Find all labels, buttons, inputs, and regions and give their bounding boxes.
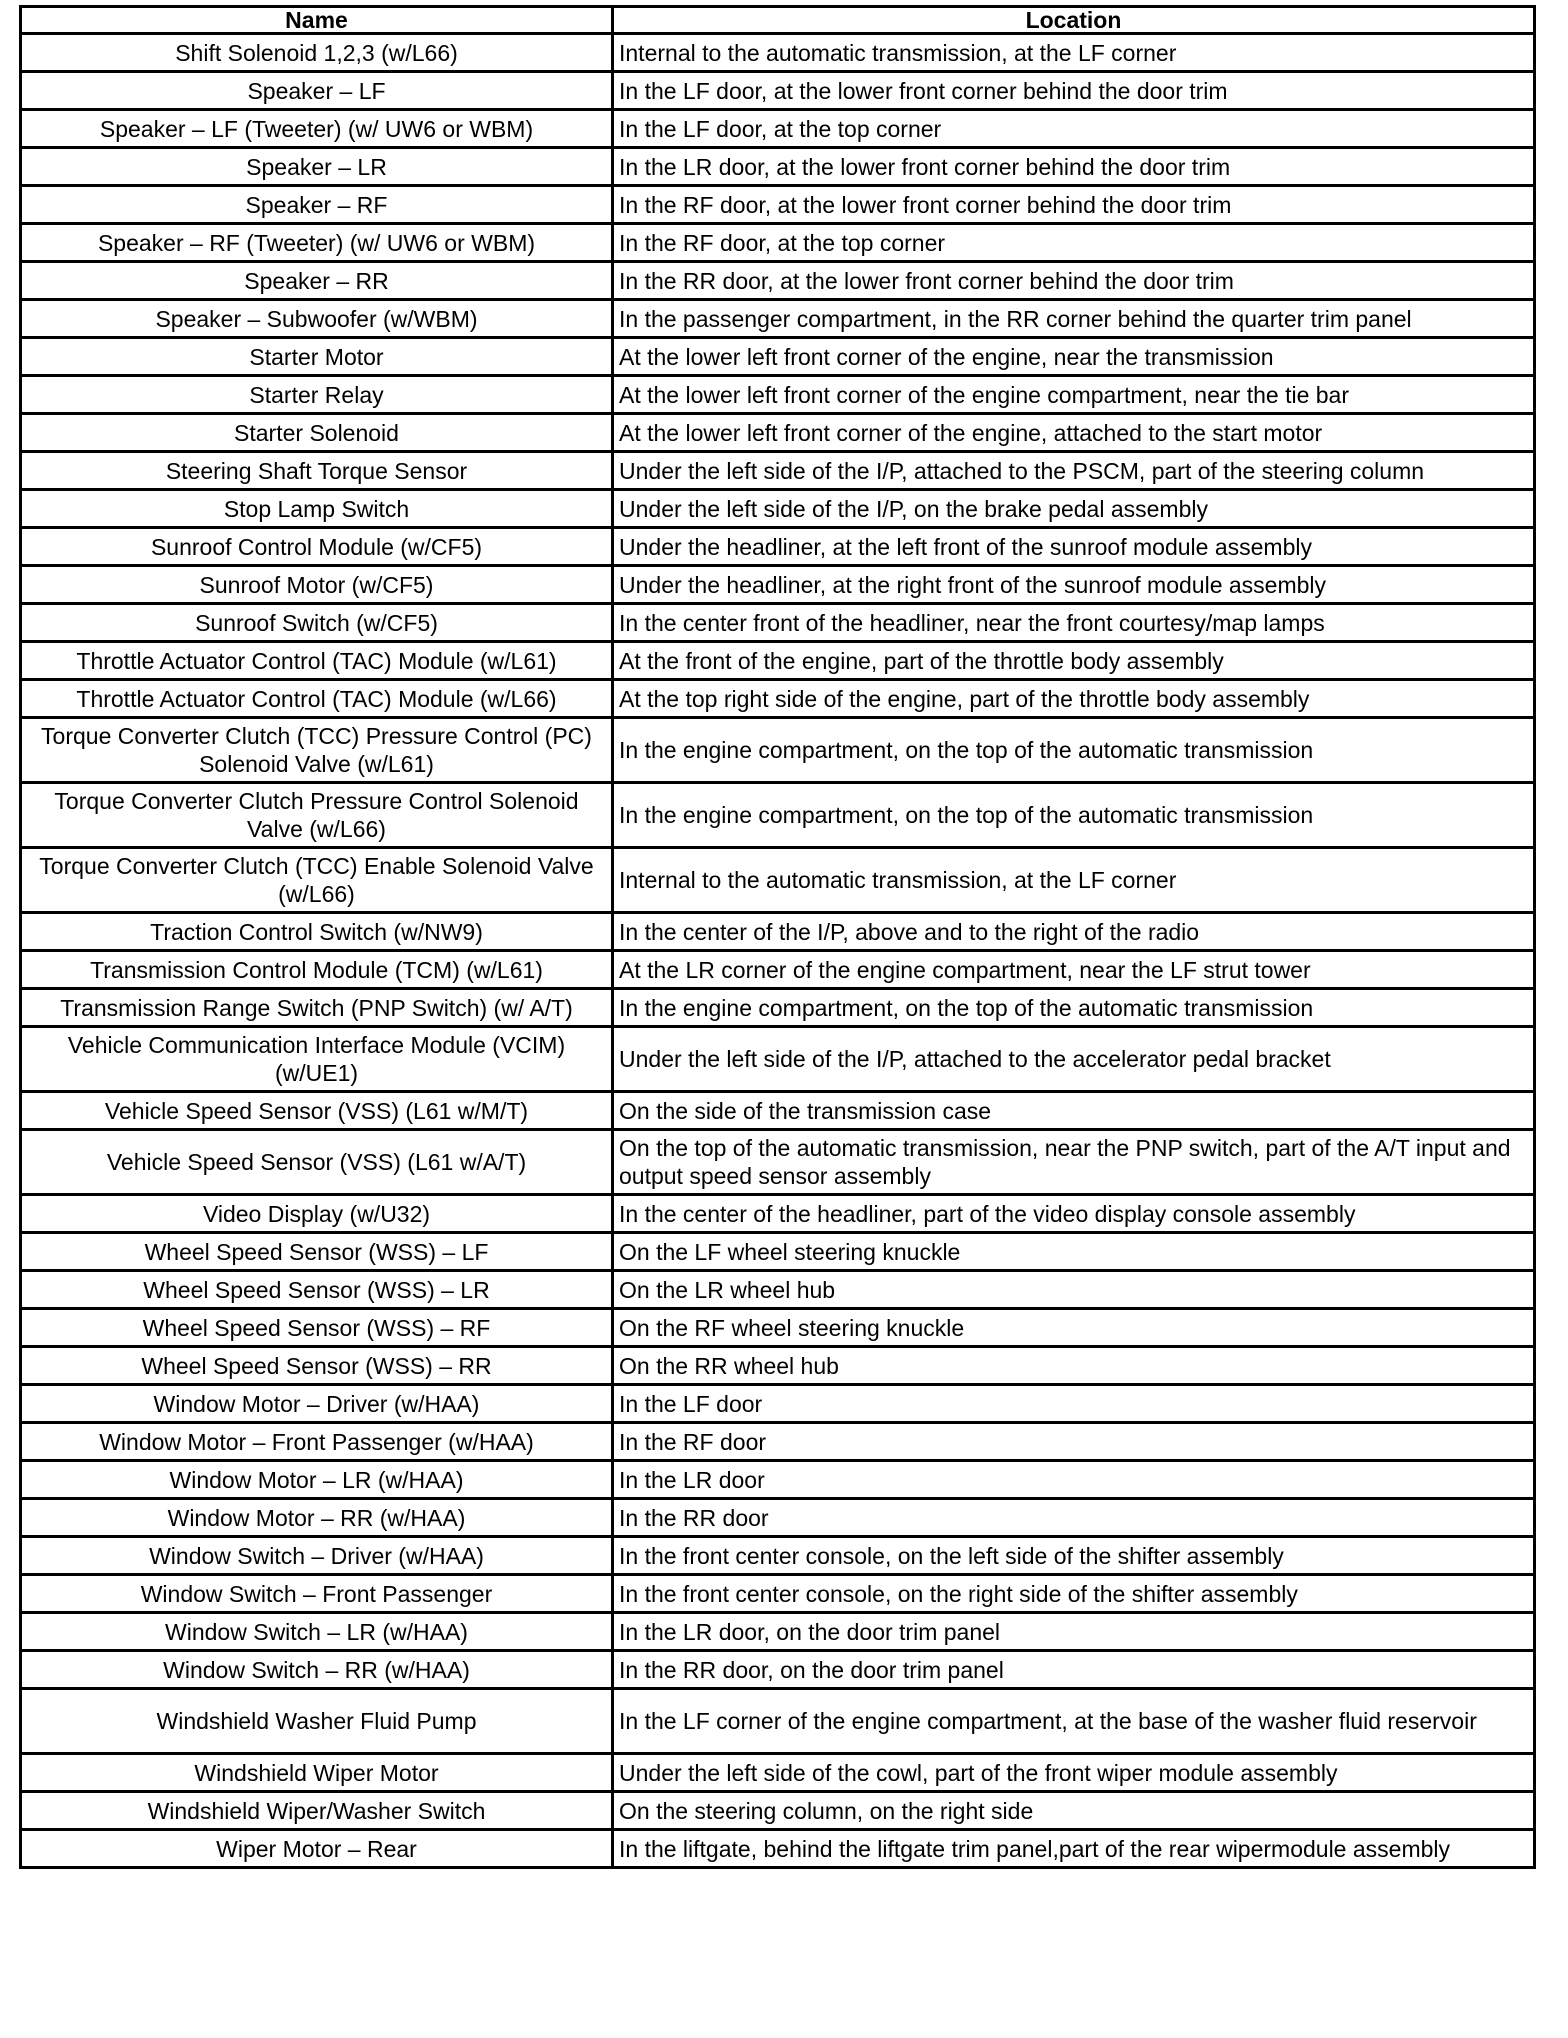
component-location-cell: On the RF wheel steering knuckle [613,1309,1535,1347]
component-name-cell: Sunroof Switch (w/CF5) [21,604,613,642]
component-location-cell: In the front center console, on the left side of the shifter assembly [613,1537,1535,1575]
component-location-cell: In the RR door, on the door trim panel [613,1651,1535,1689]
component-name-cell: Steering Shaft Torque Sensor [21,452,613,490]
component-location-cell: At the lower left front corner of the engine compartment, near the tie bar [613,376,1535,414]
component-location-table [19,5,1536,1869]
table-row [21,1689,1535,1754]
component-name-cell: Speaker – RF [21,186,613,224]
component-name-cell: Speaker – RF (Tweeter) (w/ UW6 or WBM) [21,224,613,262]
component-location-cell: On the LF wheel steering knuckle [613,1233,1535,1271]
table-row [21,1309,1535,1347]
component-name-cell: Window Switch – LR (w/HAA) [21,1613,613,1651]
component-name-cell: Throttle Actuator Control (TAC) Module (w/L66) [21,680,613,718]
component-location-cell: At the lower left front corner of the engine, attached to the start motor [613,414,1535,452]
location-column-header: Location [613,7,1535,34]
component-name-cell: Transmission Range Switch (PNP Switch) (w/ A/T) [21,989,613,1027]
component-name-cell: Windshield Wiper/Washer Switch [21,1792,613,1830]
component-location-sheet [19,5,1533,1869]
component-name-cell: Window Motor – Front Passenger (w/HAA) [21,1423,613,1461]
component-location-cell: At the top right side of the engine, part of the throttle body assembly [613,680,1535,718]
component-location-cell: On the side of the transmission case [613,1092,1535,1130]
table-row [21,783,1535,848]
component-location-cell: Under the left side of the I/P, attached to the PSCM, part of the steering column [613,452,1535,490]
component-name-cell: Video Display (w/U32) [21,1195,613,1233]
component-location-cell: In the engine compartment, on the top of the automatic transmission [613,718,1535,783]
component-name-cell: Speaker – RR [21,262,613,300]
component-location-cell: In the LR door, on the door trim panel [613,1613,1535,1651]
component-name-cell: Speaker – LF (Tweeter) (w/ UW6 or WBM) [21,110,613,148]
table-row [21,951,1535,989]
component-location-cell: In the RF door, at the top corner [613,224,1535,262]
component-location-cell: In the RR door [613,1499,1535,1537]
name-column-header: Name [21,7,613,34]
table-row [21,1271,1535,1309]
table-body [21,34,1535,1868]
component-location-cell: In the engine compartment, on the top of the automatic transmission [613,783,1535,848]
component-name-cell: Wheel Speed Sensor (WSS) – LF [21,1233,613,1271]
table-row [21,1423,1535,1461]
table-row [21,566,1535,604]
component-name-cell: Starter Relay [21,376,613,414]
table-row [21,300,1535,338]
table-row [21,848,1535,913]
component-location-cell: In the center front of the headliner, near the front courtesy/map lamps [613,604,1535,642]
table-row [21,1233,1535,1271]
component-location-cell: In the passenger compartment, in the RR corner behind the quarter trim panel [613,300,1535,338]
component-name-cell: Starter Solenoid [21,414,613,452]
component-location-cell: In the LF door, at the top corner [613,110,1535,148]
component-name-cell: Torque Converter Clutch (TCC) Pressure Control (PC) Solenoid Valve (w/L61) [21,718,613,783]
table-row [21,1130,1535,1195]
component-name-cell: Traction Control Switch (w/NW9) [21,913,613,951]
component-location-cell: At the LR corner of the engine compartment, near the LF strut tower [613,951,1535,989]
component-name-cell: Window Switch – RR (w/HAA) [21,1651,613,1689]
component-location-cell: On the LR wheel hub [613,1271,1535,1309]
component-name-cell: Speaker – LF [21,72,613,110]
table-row [21,1461,1535,1499]
table-row [21,72,1535,110]
table-row [21,1830,1535,1868]
component-name-cell: Wiper Motor – Rear [21,1830,613,1868]
component-location-cell: In the LR door, at the lower front corner behind the door trim [613,148,1535,186]
component-name-cell: Wheel Speed Sensor (WSS) – LR [21,1271,613,1309]
component-name-cell: Speaker – Subwoofer (w/WBM) [21,300,613,338]
table-row [21,376,1535,414]
component-name-cell: Wheel Speed Sensor (WSS) – RR [21,1347,613,1385]
component-name-cell: Starter Motor [21,338,613,376]
component-name-cell: Shift Solenoid 1,2,3 (w/L66) [21,34,613,72]
component-name-cell: Window Motor – RR (w/HAA) [21,1499,613,1537]
table-row [21,1575,1535,1613]
component-location-cell: In the front center console, on the right side of the shifter assembly [613,1575,1535,1613]
component-location-cell: In the LR door [613,1461,1535,1499]
component-location-cell: Internal to the automatic transmission, at the LF corner [613,848,1535,913]
component-name-cell: Vehicle Speed Sensor (VSS) (L61 w/M/T) [21,1092,613,1130]
component-name-cell: Sunroof Control Module (w/CF5) [21,528,613,566]
component-name-cell: Torque Converter Clutch (TCC) Enable Solenoid Valve (w/L66) [21,848,613,913]
table-row [21,1347,1535,1385]
component-name-cell: Transmission Control Module (TCM) (w/L61) [21,951,613,989]
table-row [21,1027,1535,1092]
component-location-cell: Internal to the automatic transmission, at the LF corner [613,34,1535,72]
component-name-cell: Window Motor – LR (w/HAA) [21,1461,613,1499]
table-row [21,34,1535,72]
component-location-cell: At the lower left front corner of the engine, near the transmission [613,338,1535,376]
table-row [21,452,1535,490]
table-row [21,224,1535,262]
table-row [21,680,1535,718]
component-name-cell: Vehicle Communication Interface Module (VCIM) (w/UE1) [21,1027,613,1092]
table-row [21,1195,1535,1233]
component-name-cell: Window Switch – Driver (w/HAA) [21,1537,613,1575]
component-location-cell: On the steering column, on the right side [613,1792,1535,1830]
component-location-cell: Under the headliner, at the right front of the sunroof module assembly [613,566,1535,604]
table-row [21,1537,1535,1575]
component-location-cell: In the RF door [613,1423,1535,1461]
component-location-cell: In the LF door [613,1385,1535,1423]
component-name-cell: Stop Lamp Switch [21,490,613,528]
component-name-cell: Sunroof Motor (w/CF5) [21,566,613,604]
component-location-cell: In the LF door, at the lower front corner behind the door trim [613,72,1535,110]
table-header-row [21,7,1535,34]
table-row [21,414,1535,452]
table-row [21,1613,1535,1651]
component-location-cell: In the engine compartment, on the top of the automatic transmission [613,989,1535,1027]
component-location-cell: On the RR wheel hub [613,1347,1535,1385]
component-name-cell: Window Motor – Driver (w/HAA) [21,1385,613,1423]
table-row [21,528,1535,566]
component-name-cell: Vehicle Speed Sensor (VSS) (L61 w/A/T) [21,1130,613,1195]
component-location-cell: In the liftgate, behind the liftgate trim panel,part of the rear wipermodule assembly [613,1830,1535,1868]
component-name-cell: Throttle Actuator Control (TAC) Module (w/L61) [21,642,613,680]
component-location-cell: Under the headliner, at the left front of the sunroof module assembly [613,528,1535,566]
table-row [21,913,1535,951]
component-name-cell: Wheel Speed Sensor (WSS) – RF [21,1309,613,1347]
component-location-cell: In the RF door, at the lower front corner behind the door trim [613,186,1535,224]
component-location-cell: In the RR door, at the lower front corner behind the door trim [613,262,1535,300]
table-row [21,1651,1535,1689]
table-row [21,1499,1535,1537]
table-row [21,642,1535,680]
component-name-cell: Torque Converter Clutch Pressure Control Solenoid Valve (w/L66) [21,783,613,848]
table-row [21,262,1535,300]
component-location-cell: In the center of the headliner, part of the video display console assembly [613,1195,1535,1233]
table-row [21,490,1535,528]
component-name-cell: Window Switch – Front Passenger [21,1575,613,1613]
component-name-cell: Windshield Washer Fluid Pump [21,1689,613,1754]
component-location-cell: Under the left side of the I/P, on the brake pedal assembly [613,490,1535,528]
component-location-cell: Under the left side of the I/P, attached to the accelerator pedal bracket [613,1027,1535,1092]
component-name-cell: Windshield Wiper Motor [21,1754,613,1792]
table-row [21,989,1535,1027]
table-row [21,1092,1535,1130]
table-row [21,186,1535,224]
table-row [21,604,1535,642]
component-location-cell: In the LF corner of the engine compartment, at the base of the washer fluid reservoir [613,1689,1535,1754]
table-row [21,1385,1535,1423]
table-row [21,1792,1535,1830]
component-location-cell: On the top of the automatic transmission, near the PNP switch, part of the A/T input and output speed sensor assembly [613,1130,1535,1195]
table-row [21,718,1535,783]
component-location-cell: In the center of the I/P, above and to the right of the radio [613,913,1535,951]
component-location-cell: Under the left side of the cowl, part of the front wiper module assembly [613,1754,1535,1792]
component-location-cell: At the front of the engine, part of the throttle body assembly [613,642,1535,680]
table-row [21,1754,1535,1792]
table-row [21,148,1535,186]
table-row [21,110,1535,148]
table-row [21,338,1535,376]
component-name-cell: Speaker – LR [21,148,613,186]
